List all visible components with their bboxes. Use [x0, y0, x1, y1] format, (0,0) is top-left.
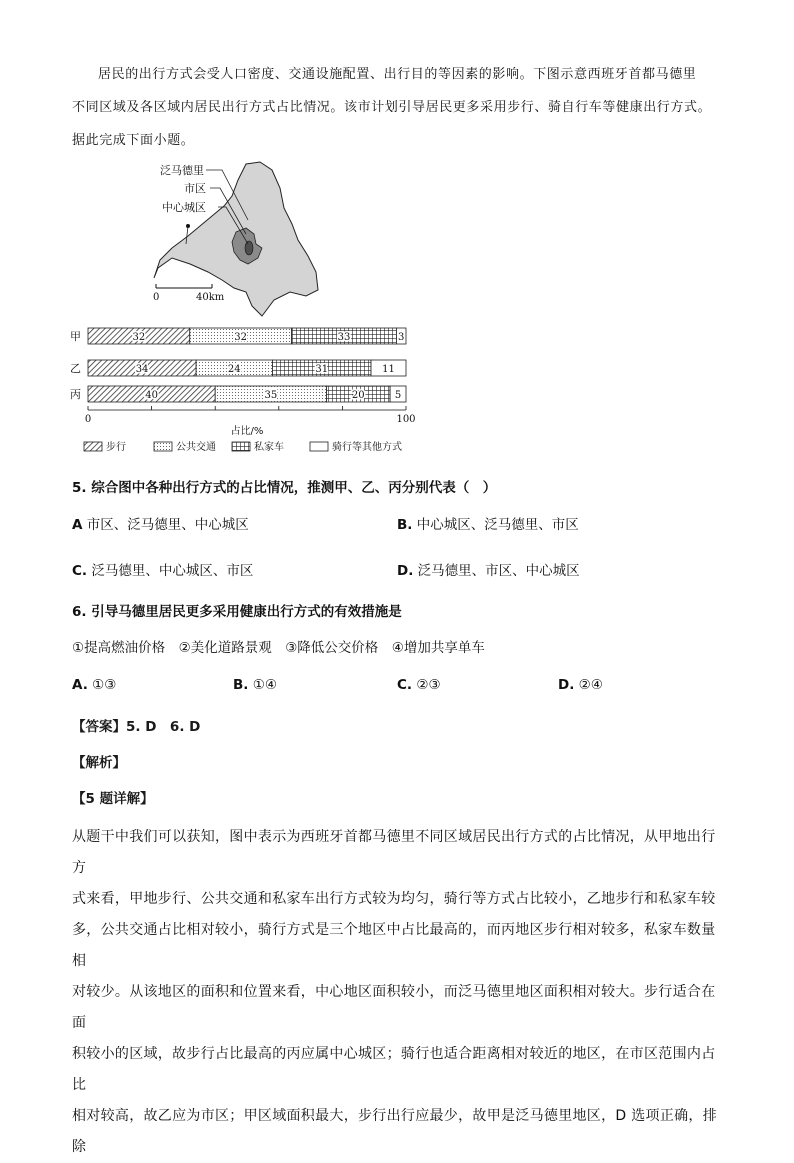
q6-option-d[interactable]: [558, 675, 603, 695]
q6-option-b-text: ①④: [248, 677, 277, 693]
q6-stem: 6. 引导马德里居民更多采用健康出行方式的有效措施是: [72, 604, 402, 620]
legend-swatch-0: [84, 442, 102, 451]
data-label-1-1: 24: [227, 364, 241, 375]
answer-tag: 【答案】: [72, 719, 126, 735]
analysis-line-4: 对较少。从该地区的面积和位置来看，中心地区面积较小，而泛马德里地区面积相对较大。步行适合在面: [72, 984, 716, 1031]
q6-option-a[interactable]: [72, 675, 116, 695]
q6-option-a-text: ①③: [87, 677, 117, 693]
legend-label-1: 公共交通: [176, 442, 216, 453]
x-tick-label-100: 100: [396, 414, 416, 425]
q6-option-d-text: ②④: [574, 677, 603, 693]
legend-label-2: 私家车: [254, 442, 284, 453]
label-pan-madrid: 泛马德里: [160, 164, 204, 177]
q5-option-a-letter: A: [72, 517, 83, 533]
q5-option-d-letter: D.: [397, 563, 414, 579]
analysis-line-2: 式来看，甲地步行、公共交通和私家车出行方式较为均匀，骑行等方式占比较小，乙地步行和私家车较: [72, 891, 716, 907]
q5-stem: 5. 综合图中各种出行方式的占比情况，推测甲、乙、丙分别代表（ ）: [72, 480, 497, 496]
analysis-paragraph: [72, 822, 726, 1163]
answer-text: 5. D 6. D: [126, 719, 201, 735]
q6-option-b-letter: B.: [233, 677, 249, 693]
q5-option-d[interactable]: [397, 561, 580, 581]
legend-label-3: 骑行等其他方式: [332, 442, 402, 453]
data-label-0-3: 3: [398, 332, 405, 343]
q6-items: ①提高燃油价格 ②美化道路景观 ③降低公交价格 ④增加共享单车: [72, 640, 485, 656]
q6-option-c-text: ②③: [412, 677, 441, 693]
x-axis-label: 占比/%: [230, 426, 264, 437]
data-label-1-2: 31: [315, 364, 329, 375]
legend-label-0: 步行: [106, 442, 126, 453]
label-city: 市区: [184, 182, 206, 195]
intro-line-3: 据此完成下面小题。: [72, 133, 195, 148]
answer-line: [72, 717, 200, 737]
label-center: 中心城区: [162, 201, 206, 214]
legend-swatch-1: [154, 442, 172, 451]
travel-mode-chart: [60, 322, 440, 462]
map-region-center: [245, 241, 253, 255]
legend: [84, 440, 402, 453]
q5-option-c[interactable]: [72, 561, 253, 581]
analysis-line-5: 积较小的区域，故步行占比最高的丙应属中心城区；骑行也适合距离相对较近的地区，在市区范围内占比: [72, 1046, 716, 1093]
q5-option-d-text: 泛马德里、市区、中心城区: [413, 563, 580, 579]
data-label-1-0: 34: [135, 364, 149, 375]
detail-tag: 【5 题详解】: [72, 791, 154, 807]
q6-option-b[interactable]: [233, 675, 277, 695]
data-label-2-0: 40: [145, 390, 158, 401]
category-label-2: 丙: [70, 388, 81, 401]
intro-line-1: 居民的出行方式会受人口密度、交通设施配置、出行目的等因素的影响。下图示意西班牙首都马德里: [98, 67, 697, 82]
data-label-0-1: 32: [234, 332, 248, 343]
q6-option-c[interactable]: [397, 675, 441, 695]
x-axis: [85, 406, 416, 437]
data-label-0-2: 33: [337, 332, 351, 343]
q5-option-c-letter: C.: [72, 563, 88, 579]
madrid-map-svg: [150, 160, 330, 320]
analysis-line-1: 从题干中我们可以获知，图中表示为西班牙首都马德里不同区域居民出行方式的占比情况，从甲地出行方: [72, 829, 716, 876]
data-label-1-3: 11: [382, 364, 395, 375]
q5-option-c-text: 泛马德里、中心城区、市区: [87, 563, 254, 579]
analysis-line-3: 多，公共交通占比相对较小，骑行方式是三个地区中占比最高的，而丙地区步行相对较多，私家车数量相: [72, 922, 716, 969]
category-label-1: 乙: [70, 362, 81, 375]
bars-group: [70, 328, 406, 402]
intro-paragraph: [72, 58, 734, 157]
q6-option-a-letter: A.: [72, 677, 88, 693]
scale-start-label: 0: [153, 292, 160, 303]
scale-end-label: 40km: [196, 292, 225, 303]
data-label-2-2: 20: [351, 390, 365, 401]
data-label-2-1: 35: [264, 390, 278, 401]
q5-option-a[interactable]: [72, 515, 249, 535]
q6-option-c-letter: C.: [397, 677, 413, 693]
q5-option-a-text: 市区、泛马德里、中心城区: [82, 517, 249, 533]
q5-option-b[interactable]: [397, 515, 579, 535]
analysis-line-6: 相对较高，故乙应为市区；甲区域面积最大，步行出行应最少，故甲是泛马德里地区，D 选项正确，排除: [72, 1108, 718, 1155]
legend-swatch-3: [310, 442, 328, 451]
q5-option-b-text: 中心城区、泛马德里、市区: [412, 517, 579, 533]
data-label-0-0: 32: [132, 332, 146, 343]
x-tick-label-0: 0: [84, 414, 92, 425]
q6-option-d-letter: D.: [558, 677, 575, 693]
madrid-map: [150, 160, 330, 320]
intro-line-2: 不同区域及各区域内居民出行方式占比情况。该市计划引导居民更多采用步行、骑自行车等健康出行方式。: [72, 100, 712, 115]
q5-option-b-letter: B.: [397, 517, 413, 533]
analysis-tag: 【解析】: [72, 755, 126, 771]
chart-svg: [60, 322, 440, 462]
category-label-0: 甲: [70, 330, 81, 343]
data-label-2-3: 5: [394, 390, 402, 401]
legend-swatch-2: [232, 442, 250, 451]
